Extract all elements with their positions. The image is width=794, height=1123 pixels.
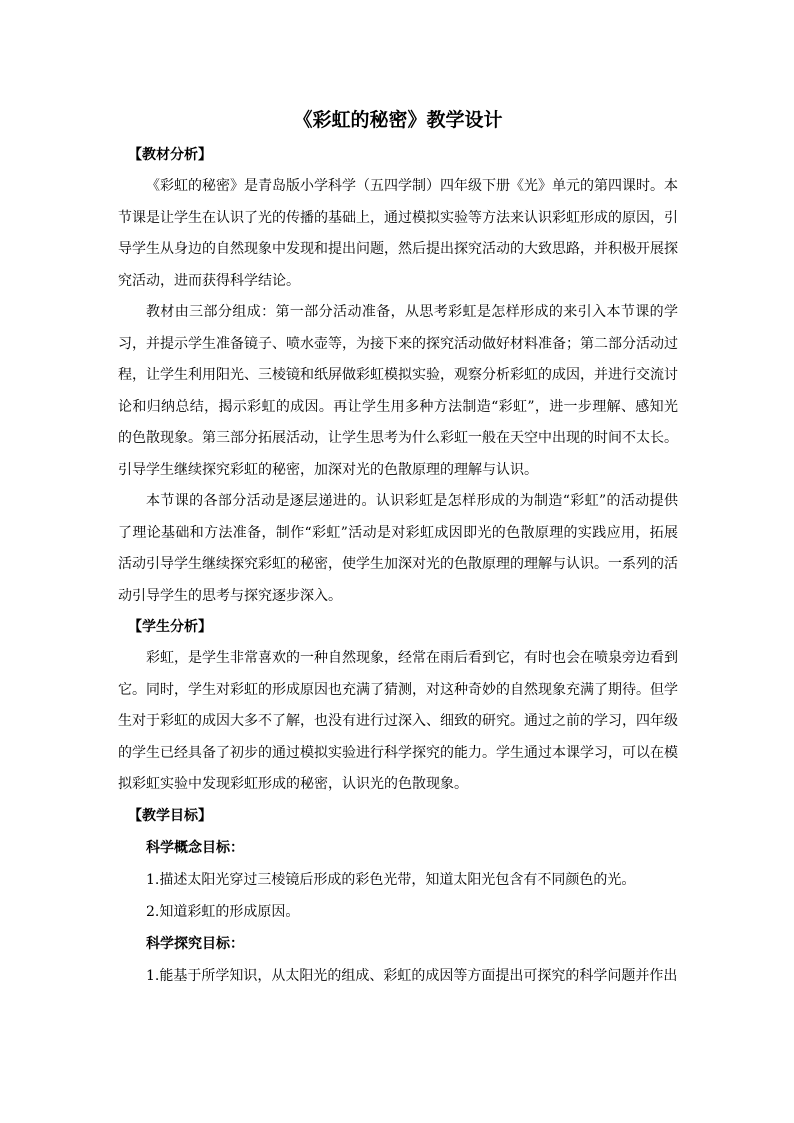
subheading-inquiry-goals: 科学探究目标： [146, 935, 244, 952]
document-title: 《彩虹的秘密》教学设计 [293, 109, 503, 131]
paragraph: 教材由三部分组成：第一部分活动准备，从思考彩虹是怎样形成的来引入本节课的学习，并提示学生准备镜子、喷水壶等，为接下来的探究活动做好材料准备；第二部分活动过程，让学生利用阳光、三棱镜和纸屏做彩虹模拟实验，观察分析彩虹的成因，并进行交流讨论和归纳总结，揭示彩虹的成因。再让学生用多种方法制造“彩虹”，进一步理解、感知光的色散现象。第三部分拓展活动，让学生思考为什么彩虹一般在天空中出现的时间不太长。引导学生继续探究彩虹的秘密，加深对光的色散原理的理解与认识。 [118, 304, 678, 478]
list-item: 2.知道彩虹的形成原因。 [146, 903, 300, 920]
paragraph: 《彩虹的秘密》是青岛版小学科学（五四学制）四年级下册《光》单元的第四课时。本节课是让学生在认识了光的传播的基础上，通过模拟实验等方法来认识彩虹形成的原因，引导学生从身边的自然现象中发现和提出问题，然后提出探究活动的大致思路，并积极开展探究活动，进而获得科学结论。 [118, 178, 678, 289]
heading-teaching-goals: 【教学目标】 [128, 807, 212, 824]
paragraph: 彩虹，是学生非常喜欢的一种自然现象，经常在雨后看到它，有时也会在喷泉旁边看到它。同时，学生对彩虹的形成原因也充满了猜测，对这种奇妙的自然现象充满了期待。但学生对于彩虹的成因大多不了解，也没有进行过深入、细致的研究。通过之前的学习，四年级的学生已经具备了初步的通过模拟实验进行科学探究的能力。学生通过本课学习，可以在模拟彩虹实验中发现彩虹形成的秘密，认识光的色散现象。 [118, 650, 678, 792]
subheading-concept-goals: 科学概念目标： [146, 839, 244, 856]
list-item: 1.能基于所学知识，从太阳光的组成、彩虹的成因等方面提出可探究的科学问题并作出 [146, 967, 678, 984]
paragraph: 本节课的各部分活动是逐层递进的。认识彩虹是怎样形成的为制造“彩虹”的活动提供了理论基础和方法准备，制作“彩虹”活动是对彩虹成因即光的色散原理的实践应用，拓展活动引导学生继续探究彩虹的秘密，使学生加深对光的色散原理的理解与认识。一系列的活动引导学生的思考与探究逐步深入。 [118, 493, 678, 604]
heading-student-analysis: 【学生分析】 [128, 619, 212, 635]
list-item: 1.描述太阳光穿过三棱镜后形成的彩色光带，知道太阳光包含有不同颜色的光。 [146, 871, 636, 888]
heading-textbook-analysis: 【教材分析】 [128, 147, 212, 163]
document-page [118, 100, 678, 992]
